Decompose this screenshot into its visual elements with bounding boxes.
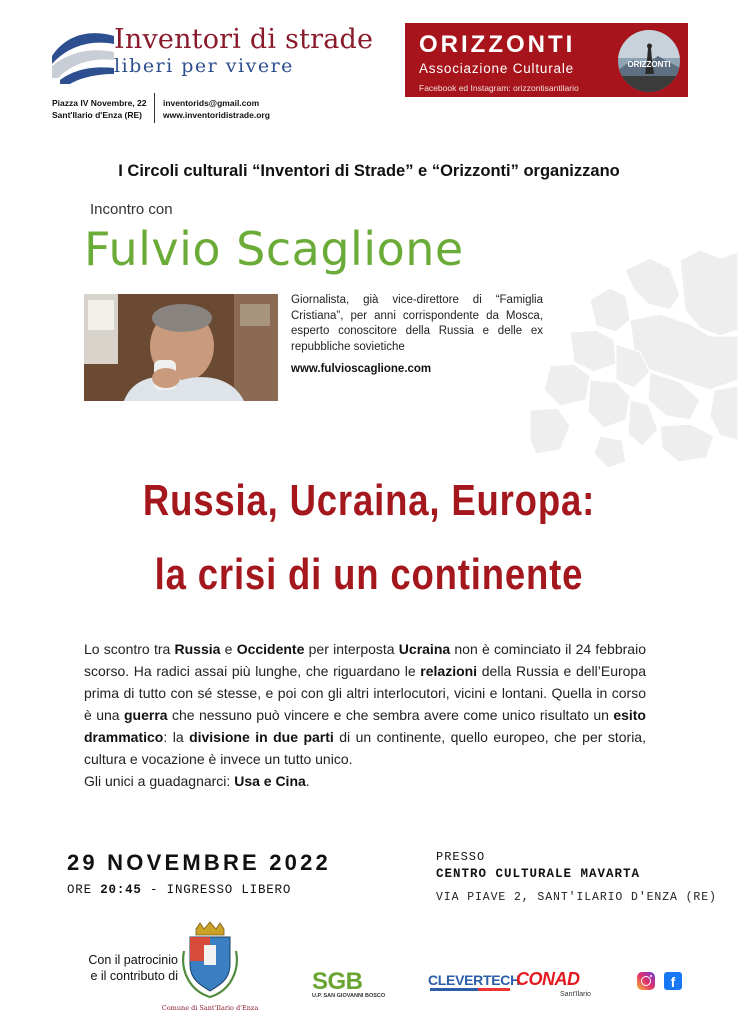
orizzonti-title: ORIZZONTI xyxy=(419,31,576,58)
conad-subtitle: Sant'Ilario xyxy=(560,991,591,998)
orizzonti-subtitle: Associazione Culturale xyxy=(419,61,574,76)
headline-line-1: Russia, Ucraina, Europa: xyxy=(142,476,596,525)
speaker-name: Fulvio Scaglione xyxy=(84,222,464,276)
venue-label: PRESSO xyxy=(436,850,486,864)
comune-label: Comune di Sant'Ilario d'Enza xyxy=(161,1004,259,1012)
event-date: 29 NOVEMBRE 2022 xyxy=(67,850,331,875)
description-paragraph-2: Gli unici a guadagnarci: Usa e Cina. xyxy=(84,773,310,789)
europe-map-icon xyxy=(530,240,738,470)
facebook-icon[interactable]: f xyxy=(664,972,682,990)
brand-tagline: liberi per vivere xyxy=(114,55,294,77)
speaker-bio: Giornalista, già vice-direttore di “Famiglia Cristiana”, per anni corrispondente da Mosca, esperto conoscitore della Russia e delle ex repubbliche sovietiche xyxy=(291,294,543,353)
sgb-subtitle: U.P. SAN GIOVANNI BOSCO xyxy=(312,993,386,999)
speaker-portrait-icon xyxy=(84,294,278,401)
patronage-line-1: Con il patrocinio xyxy=(88,953,178,967)
website-link[interactable]: www.inventoridistrade.org xyxy=(163,110,270,120)
orizzonti-badge-text: ORIZZONTI xyxy=(627,60,671,69)
patronage-line-2: e il contributo di xyxy=(90,969,178,983)
conad-logo: CONAD xyxy=(516,969,580,989)
clevertech-logo: CLEVERTECH xyxy=(428,972,520,988)
venue-name: CENTRO CULTURALE MAVARTA xyxy=(436,867,641,881)
address-line-2: Sant'Ilario d'Enza (RE) xyxy=(52,110,142,120)
clevertech-stripe xyxy=(430,988,510,991)
comune-crest-icon xyxy=(180,921,240,1001)
instagram-icon[interactable] xyxy=(637,972,655,990)
address-line-1: Piazza IV Novembre, 22 xyxy=(52,98,147,108)
brand-title: Inventori di strade xyxy=(114,24,374,55)
address-divider xyxy=(154,93,155,123)
email-link[interactable]: inventorids@gmail.com xyxy=(163,98,260,108)
patronage-text xyxy=(68,952,178,984)
event-time: ORE 20:45 - INGRESSO LIBERO xyxy=(67,883,292,897)
speaker-website-link[interactable]: www.fulvioscaglione.com xyxy=(291,363,432,375)
venue-address: VIA PIAVE 2, SANT'ILARIO D'ENZA (RE) xyxy=(436,891,717,904)
inventori-logo-icon xyxy=(50,26,116,84)
sgb-logo: SGB xyxy=(312,968,363,995)
headline-line-2: la crisi di un continente xyxy=(154,550,584,599)
event-description xyxy=(84,638,646,792)
organizers-line: I Circoli culturali “Inventori di Strade” e “Orizzonti” organizzano xyxy=(118,162,620,180)
description-paragraph-1: Lo scontro tra Russia e Occidente per interposta Ucraina non è cominciato il 24 febbraio scorso. Ha radici assai più lunghe, che riguardano le relazioni della Russia e dell’Europa prima di tutto con sé stesse, e poi con gli altri interlocutori, vicini e lontani. Quella in corso è una guerra che nessuno può vincere e che sembra avere come unico risultato un esito drammatico: la divisione in due parti di un continente, quello europeo, che per storia, cultura e vocazione è invece un tutto unico. xyxy=(84,641,646,767)
meeting-label: Incontro con xyxy=(90,201,173,218)
speaker-photo xyxy=(84,294,278,401)
orizzonti-banner xyxy=(405,23,688,97)
orizzonti-badge xyxy=(618,30,680,92)
contact-info xyxy=(163,97,270,121)
postal-address xyxy=(52,97,147,121)
orizzonti-social: Facebook ed Instagram: orizzontisantilario xyxy=(419,83,579,93)
